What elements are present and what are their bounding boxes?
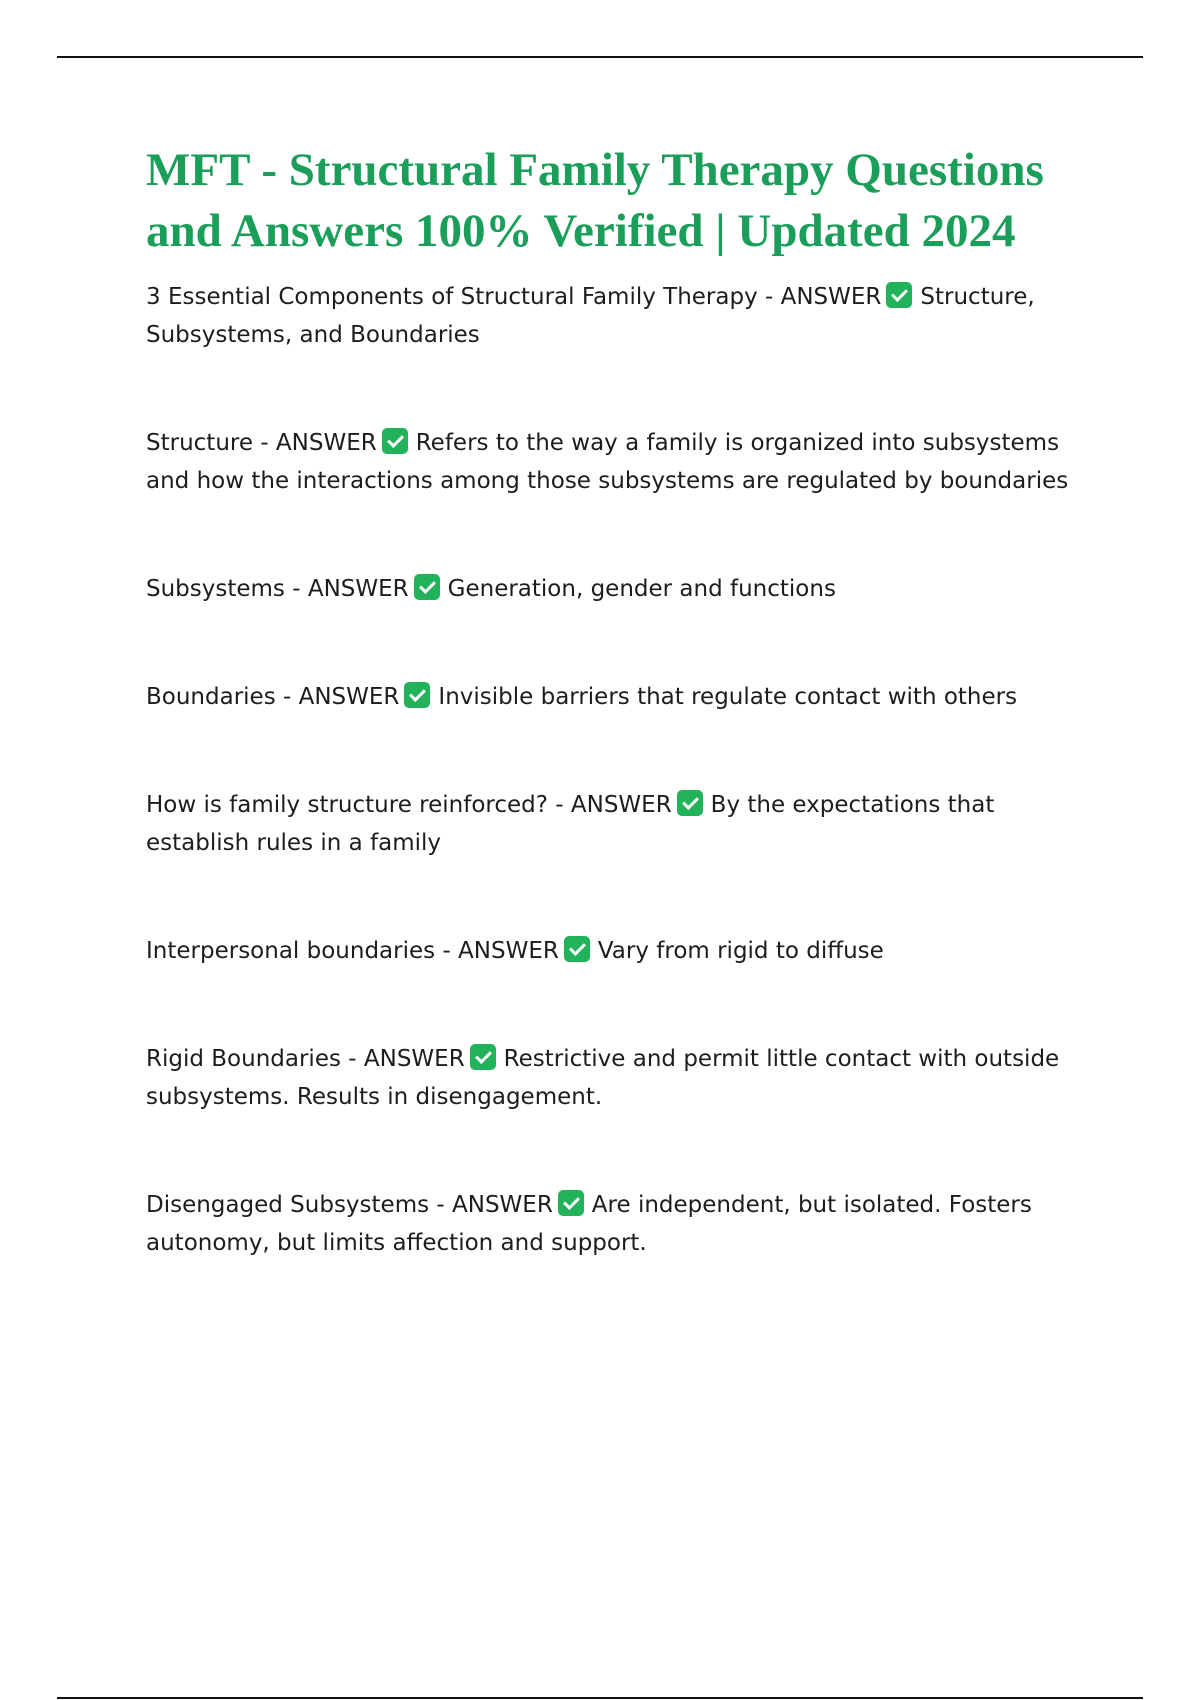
check-mark-icon bbox=[382, 428, 408, 454]
top-rule bbox=[57, 56, 1143, 58]
answer-separator: - ANSWER bbox=[442, 938, 559, 964]
document-title: MFT - Structural Family Therapy Questions and Answers 100% Verified | Updated 2024 bbox=[146, 144, 1044, 257]
qa-answer: Structure, Subsystems, and Boundaries bbox=[146, 284, 1035, 348]
qa-question: Interpersonal boundaries bbox=[146, 938, 436, 964]
qa-item bbox=[146, 786, 1096, 862]
qa-question: Disengaged Subsystems bbox=[146, 1192, 430, 1218]
answer-separator: - ANSWER bbox=[348, 1046, 465, 1072]
answer-separator: - ANSWER bbox=[555, 792, 672, 818]
qa-question: Structure bbox=[146, 430, 253, 456]
qa-list bbox=[146, 278, 1096, 1262]
qa-item bbox=[146, 570, 1096, 608]
qa-answer: Are independent, but isolated. Fosters autonomy, but limits affection and support. bbox=[146, 1192, 1032, 1256]
qa-item bbox=[146, 678, 1096, 716]
check-mark-icon bbox=[558, 1190, 584, 1216]
qa-item bbox=[146, 932, 1096, 970]
answer-separator: - ANSWER bbox=[283, 684, 400, 710]
qa-item bbox=[146, 1186, 1096, 1262]
qa-question: Subsystems bbox=[146, 576, 285, 602]
check-mark-icon bbox=[886, 282, 912, 308]
qa-answer: Generation, gender and functions bbox=[447, 576, 836, 602]
qa-answer: Invisible barriers that regulate contact with others bbox=[438, 684, 1018, 710]
qa-answer: By the expectations that establish rules in a family bbox=[146, 792, 995, 856]
check-mark-icon bbox=[404, 682, 430, 708]
check-mark-icon bbox=[414, 574, 440, 600]
qa-item bbox=[146, 424, 1096, 500]
answer-separator: - ANSWER bbox=[765, 284, 882, 310]
bottom-rule bbox=[57, 1697, 1143, 1699]
qa-answer: Restrictive and permit little contact with outside subsystems. Results in disengagement. bbox=[146, 1046, 1060, 1110]
qa-item bbox=[146, 278, 1096, 354]
qa-question: How is family structure reinforced? bbox=[146, 792, 548, 818]
check-mark-icon bbox=[677, 790, 703, 816]
qa-answer: Refers to the way a family is organized into subsystems and how the interactions among those subsystems are regulated by boundaries bbox=[146, 430, 1069, 494]
qa-question: 3 Essential Components of Structural Family Therapy bbox=[146, 284, 758, 310]
answer-separator: - ANSWER bbox=[436, 1192, 553, 1218]
check-mark-icon bbox=[470, 1044, 496, 1070]
answer-separator: - ANSWER bbox=[260, 430, 377, 456]
qa-question: Rigid Boundaries bbox=[146, 1046, 341, 1072]
qa-question: Boundaries bbox=[146, 684, 276, 710]
qa-item bbox=[146, 1040, 1096, 1116]
check-mark-icon bbox=[564, 936, 590, 962]
answer-separator: - ANSWER bbox=[292, 576, 409, 602]
document-body bbox=[146, 140, 1096, 1262]
qa-answer: Vary from rigid to diffuse bbox=[597, 938, 884, 964]
